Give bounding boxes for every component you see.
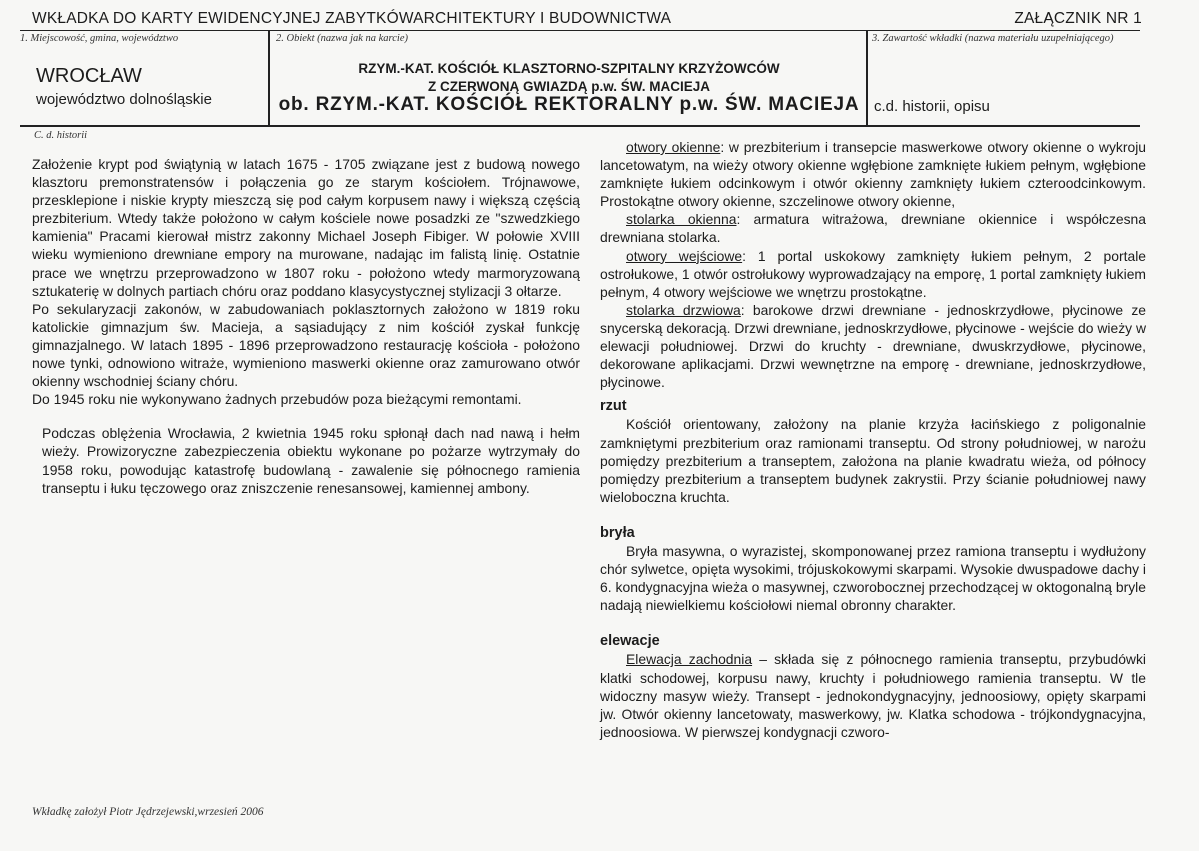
object-current-name: ob. RZYM.-KAT. KOŚCIÓŁ REKTORALNY p.w. ŚW. MACIEJA (278, 94, 860, 115)
history-paragraph: Do 1945 roku nie wykonywano żadnych przebudów poza bieżącymi remontami. (32, 391, 522, 408)
object-cell (268, 31, 868, 125)
entrances-term: otwory wejściowe (626, 247, 743, 264)
object-label: 2. Obiekt (nazwa jak na karcie) (276, 33, 408, 44)
window-joinery-paragraph (600, 210, 1146, 246)
description-column (600, 138, 1146, 741)
door-joinery-term: stolarka drzwiowa (626, 301, 741, 318)
history-paragraph: Podczas oblężenia Wrocławia, 2 kwietnia 1945 roku spłonął dach nad nawą i hełm wieży. Prowizoryczne zabezpieczenia obiektu wykonane po pożarze wytrzymały do 1958 roku, powodując katastrofę budowlaną - zawalenie się północnego ramienia transeptu i łuku tęczowego oraz zniszczenie renesansowej, kamiennej ambony. (42, 425, 580, 496)
window-joinery-text: : armatura witrażowa, drewniane okiennice i współczesna drewniana stolarka. (600, 211, 1147, 246)
location-label: 1. Miejscowość, gmina, województwo (20, 33, 179, 44)
plan-text: Kościół orientowany, założony na planie krzyża łacińskiego z poligonalnie zamkniętymi prezbiterium oraz ramionami transeptu. Od strony południowej, w narożu pomiędzy prezbiterium a transeptem, założona na planie kwadratu wieża, od północy pomiędzy prezbiterium a transeptem budynek zakrystii. Przy ścianie południowej nawy wieloboczna kruchta. (600, 416, 1146, 505)
entrances-paragraph (600, 247, 1146, 301)
heading-elevations: elewacje (600, 633, 660, 650)
object-name-line1: RZYM.-KAT. KOŚCIÓŁ KLASZTORNO-SZPITALNY KRZYŻOWCÓW (358, 61, 780, 76)
windows-term: otwory okienne (626, 139, 721, 155)
region-name: województwo dolnośląskie (36, 91, 212, 108)
elevations-paragraph (600, 650, 1146, 740)
content-label: 3. Zawartość wkładki (nazwa materiału uzupełniającego) (872, 33, 1114, 44)
annex-number: ZAŁĄCZNIK NR 1 (1014, 10, 1142, 27)
form-title: WKŁADKA DO KARTY EWIDENCYJNEJ ZABYTKÓWARCHITEKTURY I BUDOWNICTWA (32, 10, 672, 27)
history-paragraph: Założenie krypt pod świątynią w latach 1675 - 1705 związane jest z budową nowego klasztoru premonstratensów i połączenia go ze starym kościołem. Trójnawowe, przesklepione i niskie krypty mieszczą się pod całym korpusem nawy i większą częścią prezbiterium. Wtedy także położono w całym kościele nowe posadzki ze "szwedzkiego kamienia" Pracami kierował mistrz zakonny Michael Joseph Fibiger. W połowie XVIII wieku wymieniono drewniane empory na murowane, nadając im falistą linię. Ostatnie prace we wnętrzu przeprowadzono w 1807 roku - położono wtedy marmoryzowaną sztukaterię w dolnych partiach chóru oraz poddano klasycystycznej stylizacji 3 ołtarze. (32, 156, 580, 299)
form-header (20, 8, 1140, 30)
header-table (20, 30, 1140, 127)
history-column (32, 155, 580, 497)
object-name-line2: Z CZERWONĄ GWIAZDĄ p.w. ŚW. MACIEJA (428, 79, 710, 94)
content-value: c.d. historii, opisu (874, 98, 990, 115)
footer-note: Wkładkę założył Piotr Jędrzejewski,wrzesień 2006 (32, 806, 264, 818)
elevation-west-term: Elewacja zachodnia (626, 651, 753, 668)
plan-paragraph (600, 415, 1146, 505)
location-cell (20, 31, 268, 125)
windows-text: : w prezbiterium i transepcie maswerkowe otwory okienne o wykroju lancetowatym, na wieży otwory okienne wgłębione zamknięte łukiem pełnym, wgłębione zamknięte łukiem odcinkowym i otwór okienny zamknięty łukiem czteroodcinkowym. Prostokątne otwory okienne, szczelinowe otwory okienne, (600, 139, 1146, 210)
mass-text: Bryła masywna, o wyrazistej, skomponowanej przez ramiona transeptu i wydłużony chór sylwetce, opięta wysokimi, trójuskokowymi skarpami. Wysokie dwuspadowe dachy i 6. kondygnacyjna wieża o masywnej, czworobocznej przechodzącej w oktogonalną bryle nadają niewielkiemu kościołowi niemal obronny charakter. (600, 542, 1146, 614)
windows-paragraph (600, 138, 1146, 210)
entrances-text: : 1 portal uskokowy zamknięty łukiem pełnym, 2 portale ostrołukowe, 1 otwór ostrołukowy wyprowadzający na emporę, 1 portal zamknięty łukiem pełnym, 4 otwory wejściowe we wnętrzu prostokątne. (600, 247, 1147, 300)
heading-plan: rzut (600, 398, 627, 415)
city-name: WROCŁAW (36, 65, 142, 87)
mass-paragraph (600, 542, 1146, 614)
window-joinery-term: stolarka okienna (626, 211, 737, 228)
history-paragraph: Po sekularyzacji zakonów, w zabudowaniach poklasztornych założono w 1819 roku katolickie gimnazjum św. Macieja, a sąsiadujący z nim kościół zyskał funkcję gimnazjalnego. W latach 1895 - 1896 przeprowadzono restaurację kościoła - położono nowe tynki, odnowiono witraże, wymieniono maswerki okienne oraz zamurowano otwór okienny wschodniej ściany chóru. (32, 300, 580, 390)
content-cell (866, 31, 1142, 125)
heading-mass: bryła (600, 524, 635, 541)
section-label: C. d. historii (34, 130, 88, 141)
door-joinery-text: : barokowe drzwi drewniane - jednoskrzydłowe, płycinowe ze snycerską dekoracją. Drzwi drewniane, jednoskrzydłowe, płycinowe - wejście do wieży w elewacji południowej. Drzwi do kruchty - drewniane, dwuskrzydłowe, płycinowe, dekorowane aplikacjami. Drzwi wewnętrzne na emporę - drewniane, jednoskrzydłowe, płycinowe. (600, 301, 1146, 391)
elevation-west-text: – składa się z północnego ramienia transeptu, przybudówki klatki schodowej, korpusu nawy, kruchty i południowego ramienia transeptu. W tle widoczny masyw wieży. Transept - jednokondygnacyjny, jednoosiowy, opięty skarpami jw. Otwór okienny lancetowaty, maswerkowy, jw. Klatka schodowa - trójkondygnacyjna, jednoosiowa. W pierwszej kondygnacji czworo- (600, 651, 1146, 740)
door-joinery-paragraph (600, 301, 1146, 391)
